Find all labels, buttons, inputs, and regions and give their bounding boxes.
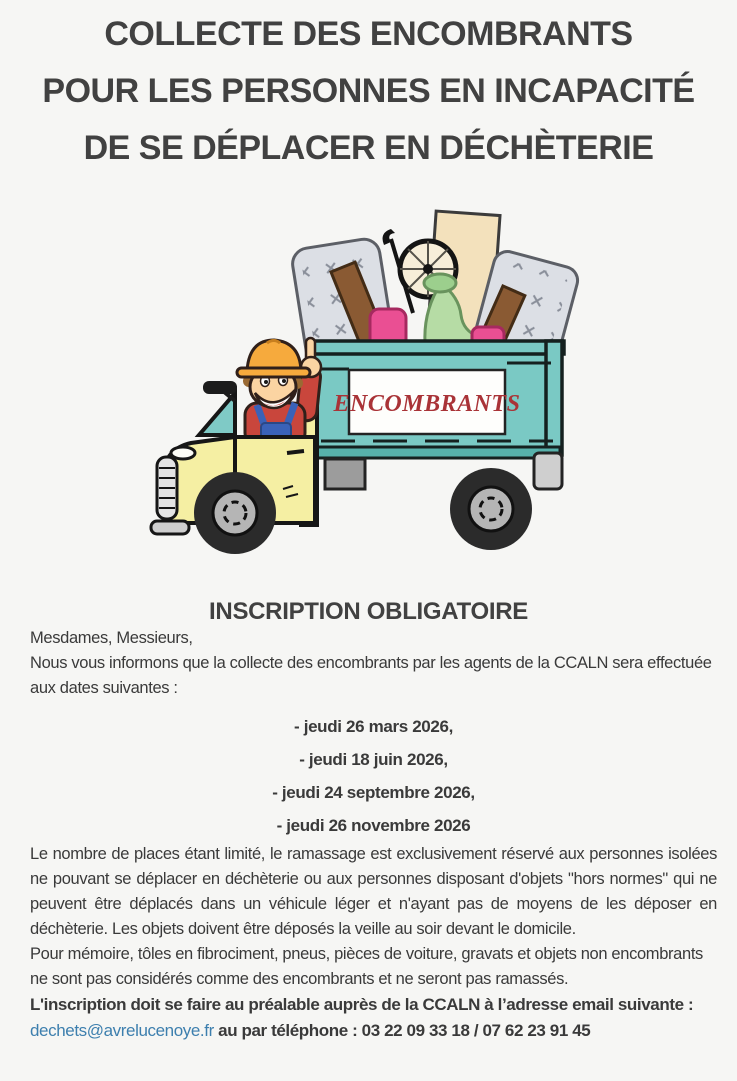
registration-note	[30, 992, 717, 1044]
sign-label: ENCOMBRANTS	[333, 391, 520, 417]
registration-intro: L'inscription doit se faire au préalable auprès de la CCALN à l’adresse email suivante :	[30, 995, 694, 1014]
collection-date: - jeudi 26 novembre 2026	[276, 816, 471, 835]
collection-dates-list	[30, 710, 717, 842]
hard-hat	[237, 340, 310, 377]
section-heading: INSCRIPTION OBLIGATOIRE	[209, 598, 528, 625]
email-link: dechets@avrelucenoye.fr	[30, 1021, 214, 1040]
door-handle	[287, 451, 304, 453]
document-body	[30, 626, 717, 1044]
limits-paragraph: Le nombre de places étant limité, le ramassage est exclusivement réservé aux personnes isolées ne pouvant se déplacer en déchèterie ou aux personnes disposant d'objets "hors normes" qui ne peuvent être déplacés dans un véhicule léger et n'ayant pas de moyens de les déposer en déchèterie. Les objets doivent être déposés la veille au soir devant le domicile.	[30, 845, 717, 938]
salutation: Mesdames, Messieurs,	[30, 629, 193, 647]
front-wheel	[194, 472, 276, 554]
collection-date: - jeudi 26 mars 2026,	[294, 717, 453, 736]
title-line-2: POUR LES PERSONNES EN INCAPACITÉ	[42, 72, 695, 110]
headlight	[171, 447, 195, 459]
chassis-step	[325, 459, 365, 489]
collection-date: - jeudi 24 septembre 2026,	[272, 783, 475, 802]
windshield	[199, 393, 235, 435]
encombrants-sign	[332, 370, 520, 434]
page-title	[0, 0, 737, 177]
front-bumper	[151, 521, 189, 534]
side-mirror	[203, 381, 237, 394]
truck-svg	[139, 191, 599, 571]
front-grille	[157, 457, 177, 519]
collection-date: - jeudi 18 juin 2026,	[299, 750, 448, 769]
truck-illustration	[139, 191, 599, 576]
registration-phone: au par téléphone : 03 22 09 33 18 / 07 62 23 91 45	[213, 1021, 591, 1040]
title-line-3: DE SE DÉPLACER EN DÉCHÈTERIE	[83, 129, 654, 167]
rear-wheel	[450, 468, 532, 550]
memo-paragraph: Pour mémoire, tôles en fibrociment, pneus, pièces de voiture, gravats et objets non encombrants ne sont pas considérés comme des encombrants et ne seront pas ramassés.	[30, 945, 703, 988]
title-line-1: COLLECTE DES ENCOMBRANTS	[104, 15, 633, 53]
rear-mudguard	[534, 453, 562, 489]
intro-paragraph: Nous vous informons que la collecte des encombrants par les agents de la CCALN sera effectuée aux dates suivantes :	[30, 654, 712, 697]
